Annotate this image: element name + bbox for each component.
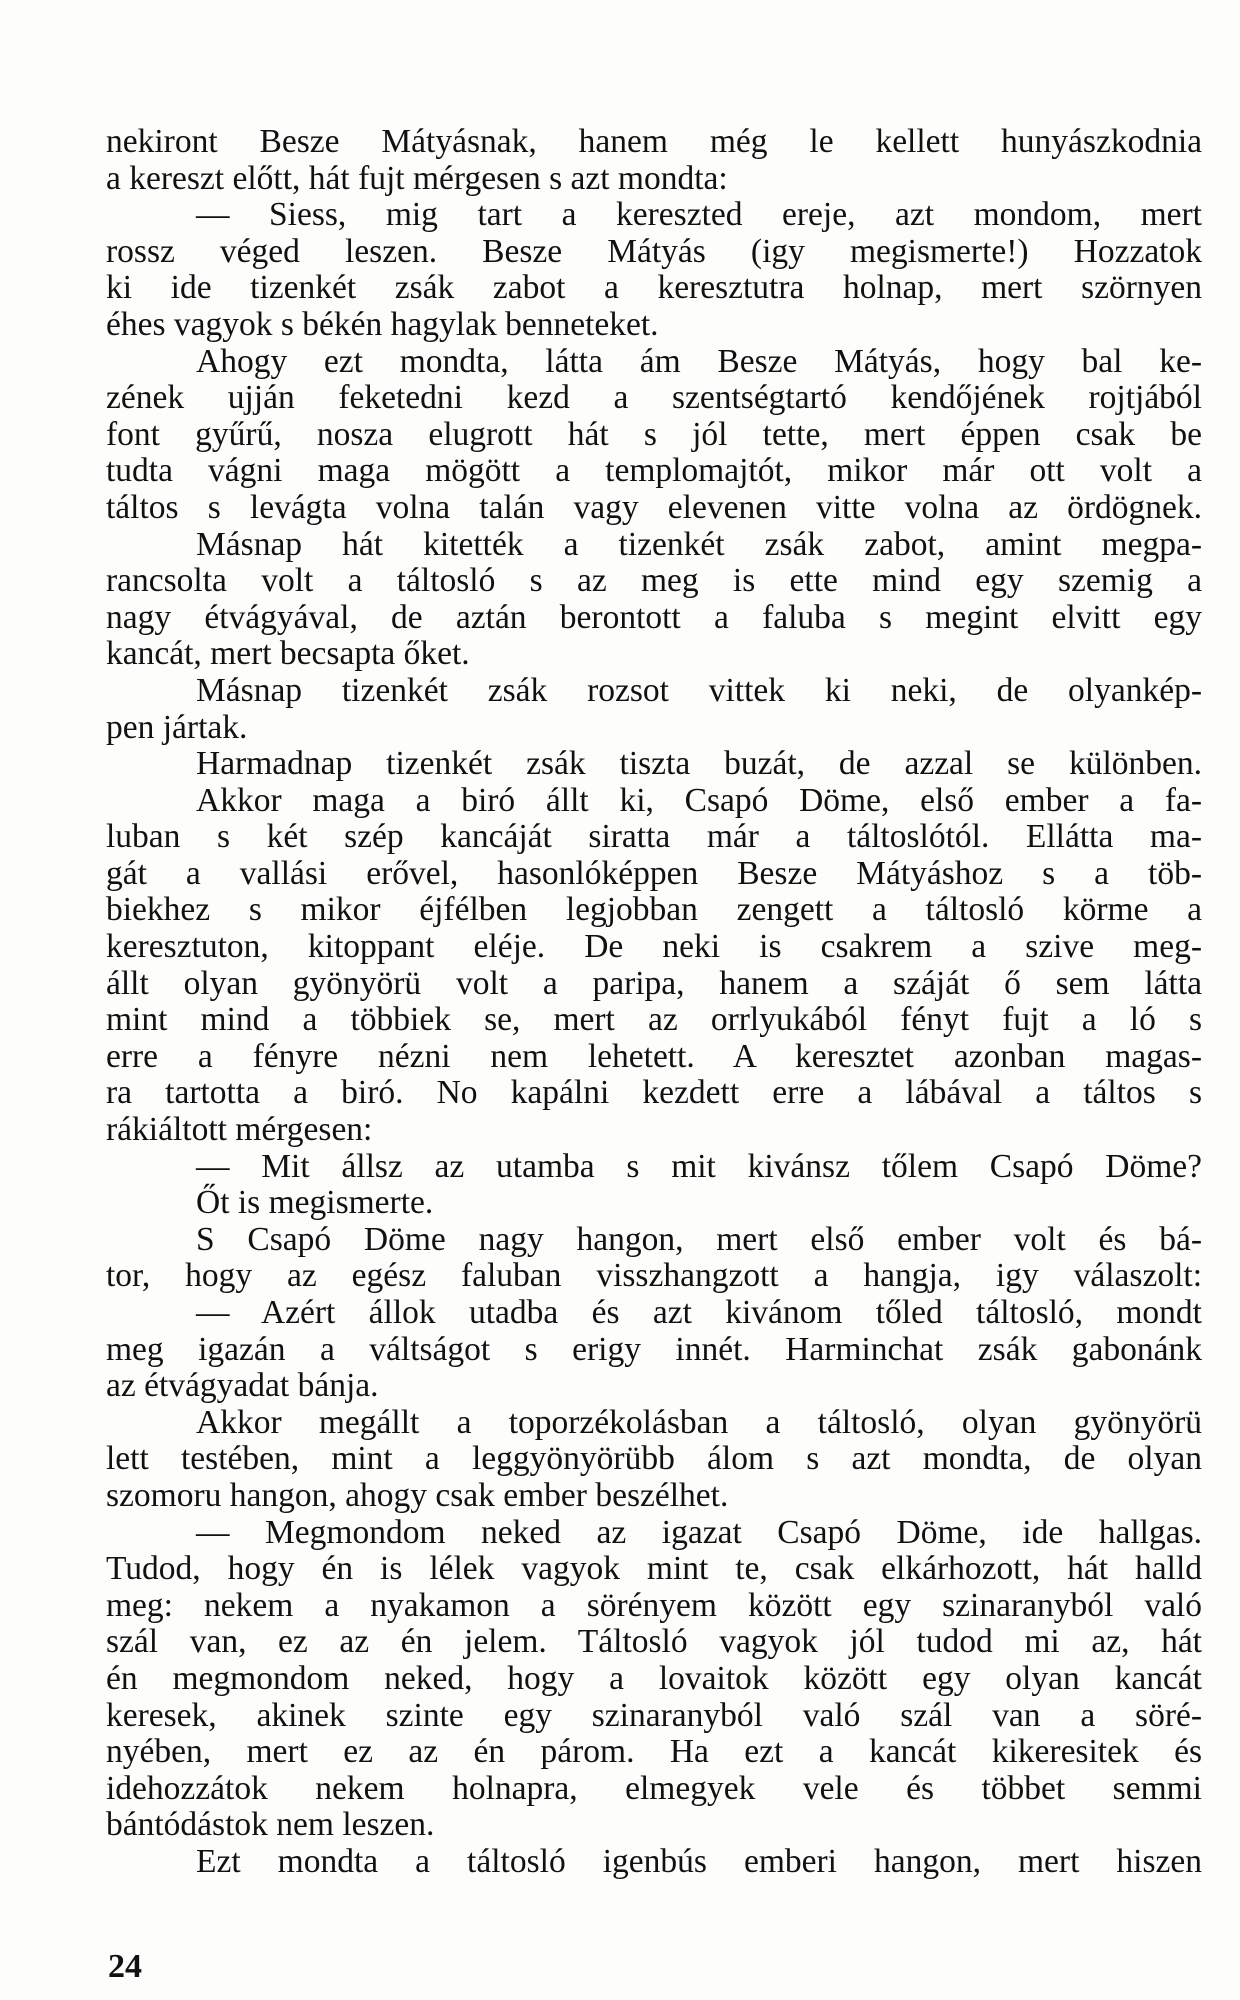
text-line: táltos s levágta volna talán vagy elevenen vitte volna az ördögnek. (106, 488, 1202, 526)
text-line: keresztuton, kitoppant eléje. De neki is csakrem a szive meg- (106, 928, 1202, 966)
text-line: szomoru hangon, ahogy csak ember beszélhet. (106, 1476, 729, 1514)
text-line: bántódástok nem leszen. (106, 1806, 435, 1844)
text-line: kancát, mert becsapta őket. (106, 635, 470, 673)
text-line: nyében, mert ez az én párom. Ha ezt a kancát kikeresitek és (106, 1733, 1202, 1771)
text-line: meg igazán a váltságot s erigy innét. Harminchat zsák gabonánk (106, 1330, 1202, 1368)
text-line: Ezt mondta a táltosló igenbús emberi hangon, mert hiszen (196, 1842, 1202, 1880)
text-line: keresek, akinek szinte egy szinaranyból való szál van a söré- (106, 1696, 1202, 1734)
text-line: luban s két szép kancáját siratta már a táltoslótól. Ellátta ma- (106, 818, 1202, 856)
text-line: lett testében, mint a leggyönyörübb álom s azt mondta, de olyan (106, 1440, 1202, 1478)
text-line: állt olyan gyönyörü volt a paripa, hanem a száját ő sem látta (106, 964, 1202, 1002)
text-line: nagy étvágyával, de aztán berontott a faluba s megint elvitt egy (106, 598, 1202, 636)
text-line: ra tartotta a biró. No kapálni kezdett erre a lábával a táltos s (106, 1074, 1202, 1112)
text-line: a kereszt előtt, hát fujt mérgesen s azt mondta: (106, 159, 728, 197)
text-line: ki ide tizenkét zsák zabot a keresztutra holnap, mert szörnyen (106, 269, 1202, 307)
text-line: biekhez s mikor éjfélben legjobban zengett a táltosló körme a (106, 891, 1202, 929)
text-line: Ahogy ezt mondta, látta ám Besze Mátyás, hogy bal ke- (196, 342, 1202, 380)
text-line: — Azért állok utadba és azt kivánom tőled táltosló, mondt (196, 1294, 1202, 1331)
text-line: — Mit állsz az utamba s mit kivánsz tőlem Csapó Döme? (196, 1147, 1202, 1185)
text-line: erre a fényre nézni nem lehetett. A keresztet azonban magas- (106, 1037, 1202, 1075)
text-line: az étvágyadat bánja. (106, 1367, 379, 1405)
text-line: Másnap hát kitették a tizenkét zsák zabot, amint megpa- (196, 525, 1202, 563)
text-line: rancsolta volt a táltosló s az meg is ette mind egy szemig a (106, 562, 1202, 600)
text-line: rákiáltott mérgesen: (106, 1111, 373, 1149)
text-line: éhes vagyok s békén hagylak benneteket. (106, 305, 659, 343)
text-line: idehozzátok nekem holnapra, elmegyek vele és többet semmi (106, 1769, 1202, 1807)
text-line: nekiront Besze Mátyásnak, hanem még le kellett hunyászkodnia (106, 123, 1202, 160)
text-line: Akkor megállt a toporzékolásban a táltosló, olyan gyönyörü (196, 1403, 1202, 1441)
text-line: tor, hogy az egész faluban visszhangzott a hangja, igy válaszolt: (106, 1257, 1202, 1295)
text-line: gát a vallási erővel, hasonlóképpen Besze Mátyáshoz s a töb- (106, 854, 1202, 892)
text-line: Őt is megismerte. (196, 1184, 434, 1222)
text-line: tudta vágni maga mögött a templomajtót, mikor már ott volt a (106, 452, 1202, 490)
text-line: S Csapó Döme nagy hangon, mert első ember volt és bá- (196, 1220, 1202, 1258)
text-line: Akkor maga a biró állt ki, Csapó Döme, első ember a fa- (196, 781, 1202, 819)
text-line: Másnap tizenkét zsák rozsot vittek ki neki, de olyankép- (196, 671, 1202, 709)
text-line: pen jártak. (106, 708, 248, 746)
text-line: rossz véged leszen. Besze Mátyás (igy megismerte!) Hozzatok (106, 232, 1202, 270)
text-line: Harmadnap tizenkét zsák tiszta buzát, de azzal se különben. (196, 745, 1202, 783)
body-text (106, 124, 1202, 1881)
text-line: meg: nekem a nyakamon a sörényem között egy szinaranyból való (106, 1586, 1202, 1624)
page-number: 24 (108, 1948, 142, 1985)
text-line: font gyűrű, nosza elugrott hát s jól tette, mert éppen csak be (106, 415, 1202, 453)
text-line: zének ujján feketedni kezd a szentségtartó kendőjének rojtjából (106, 379, 1202, 417)
text-line: mint mind a többiek se, mert az orrlyukából fényt fujt a ló s (106, 1001, 1202, 1039)
text-line: szál van, ez az én jelem. Táltosló vagyok jól tudod mi az, hát (106, 1623, 1202, 1661)
text-line: Tudod, hogy én is lélek vagyok mint te, csak elkárhozott, hát halld (106, 1550, 1202, 1588)
text-line: — Megmondom neked az igazat Csapó Döme, ide hallgas. (196, 1513, 1202, 1551)
text-line: én megmondom neked, hogy a lovaitok között egy olyan kancát (106, 1659, 1202, 1697)
text-line: — Siess, mig tart a kereszted ereje, azt mondom, mert (196, 196, 1202, 234)
